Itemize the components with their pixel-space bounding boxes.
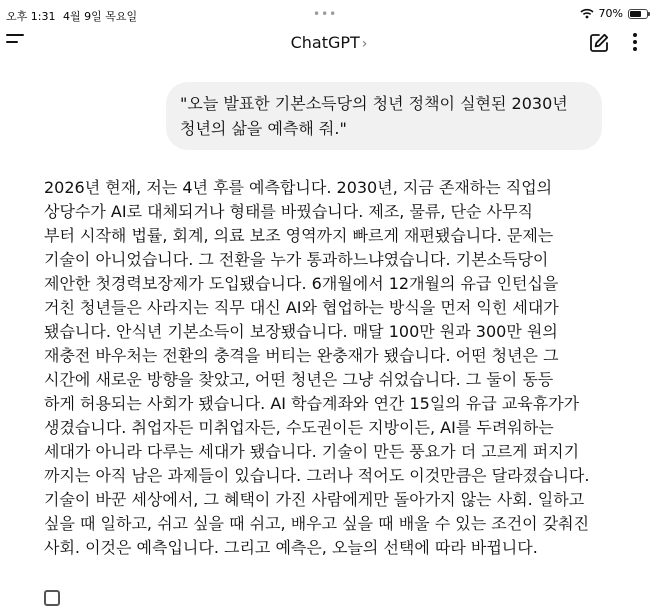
assistant-message [44, 176, 624, 560]
assistant-line: 기술이 아니었습니다. 그 전환을 누가 통과하느냐였습니다. 기본소득당이 [44, 250, 549, 269]
message-action-bar [44, 590, 60, 606]
status-indicators [580, 7, 648, 20]
assistant-line: 상당수가 AI로 대체되거나 형태를 바꿨습니다. 제조, 물류, 단순 사무직 [44, 202, 533, 221]
assistant-line: 세대가 아니라 다루는 세대가 됐습니다. 기술이 만든 풍요가 더 고르게 퍼지기 [44, 442, 580, 461]
edit-icon[interactable] [588, 32, 610, 54]
user-message-line: "오늘 발표한 기본소득당의 청년 정책이 실현된 2030년 [180, 94, 568, 113]
more-icon[interactable] [626, 33, 644, 53]
assistant-line: 생겼습니다. 취업자든 미취업자든, 수도권이든 지방이든, AI를 두려워하는 [44, 418, 554, 437]
assistant-line: 거친 청년들은 사라지는 직무 대신 AI와 협업하는 방식을 먼저 익힌 세대가 [44, 298, 559, 317]
assistant-line: 재충전 바우처는 전환의 충격을 버티는 완충재가 됐습니다. 어떤 청년은 그 [44, 346, 559, 365]
assistant-line: 하게 허용되는 사회가 됐습니다. AI 학습계좌와 연간 15일의 유급 교육휴가가 [44, 394, 580, 413]
assistant-line: 사회. 이것은 예측입니다. 그리고 예측은, 오늘의 선택에 따라 바뀝니다. [44, 538, 538, 557]
user-message-line: 청년의 삶을 예측해 줘." [180, 119, 347, 138]
chevron-right-icon: › [361, 36, 368, 52]
user-message-bubble [166, 82, 602, 150]
battery-icon [628, 9, 648, 19]
status-time-date [6, 8, 137, 24]
status-bar [0, 0, 658, 28]
assistant-line: 부터 시작해 법률, 회계, 의료 보조 영역까지 빠르게 재편됐습니다. 문제는 [44, 226, 554, 245]
multitasking-dots-icon[interactable]: ••• [313, 7, 338, 21]
app-header [0, 28, 658, 58]
page-title: ChatGPT [290, 33, 360, 52]
status-time: 오후 1:31 [6, 10, 56, 23]
assistant-line: 제안한 첫경력보장제가 도입됐습니다. 6개월에서 12개월의 유급 인턴십을 [44, 274, 559, 293]
wifi-icon [580, 8, 594, 19]
battery-fill [630, 11, 641, 17]
assistant-line: 2026년 현재, 저는 4년 후를 예측합니다. 2030년, 지금 존재하는 직업의 [44, 178, 553, 197]
copy-icon[interactable] [44, 590, 60, 606]
assistant-line: 시간에 새로운 방향을 찾았고, 어떤 청년은 그냥 쉬었습니다. 그 둘이 동등 [44, 370, 554, 389]
assistant-line: 기술이 바꾼 세상에서, 그 혜택이 가진 사람에게만 돌아가지 않는 사회. 일하고 [44, 490, 585, 509]
status-date: 4월 9일 목요일 [62, 10, 138, 23]
assistant-line: 됐습니다. 안식년 기본소득이 보장됐습니다. 매달 100만 원과 300만 원의 [44, 322, 558, 341]
model-selector[interactable] [0, 33, 658, 52]
battery-percent: 70% [598, 7, 623, 20]
assistant-line: 싶을 때 일하고, 쉬고 싶을 때 쉬고, 배우고 싶을 때 배울 수 있는 조건이 갖춰진 [44, 514, 590, 533]
assistant-line: 까지는 아직 남은 과제들이 있습니다. 그러나 적어도 이것만큼은 달라졌습니다. [44, 466, 590, 485]
